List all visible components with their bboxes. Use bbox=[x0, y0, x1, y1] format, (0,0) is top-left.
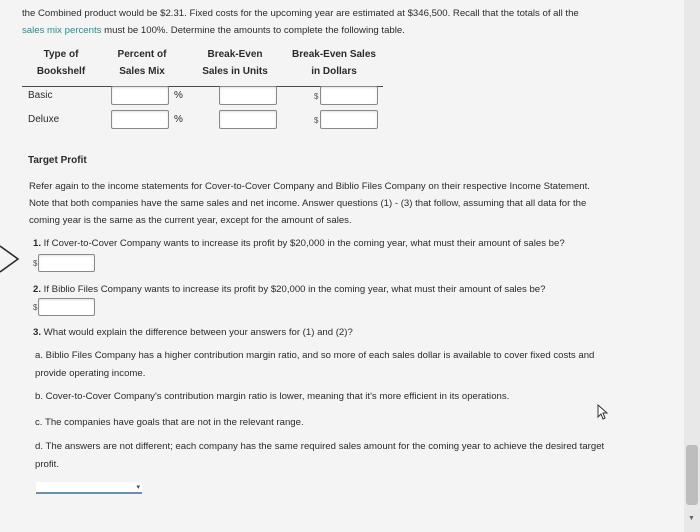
question-1-text: If Cover-to-Cover Company wants to increase its profit by $20,000 in the coming year, what must their amount of sales be? bbox=[41, 238, 565, 249]
option-c: c. The companies have goals that are not in the relevant range. bbox=[35, 417, 304, 428]
section-title-target-profit: Target Profit bbox=[28, 155, 87, 166]
row-label-basic: Basic bbox=[28, 90, 53, 101]
header-units-line1: Break-Even bbox=[207, 49, 263, 60]
row-label-deluxe: Deluxe bbox=[28, 114, 60, 125]
question-2-number: 2. bbox=[33, 284, 42, 295]
scrollbar-thumb[interactable] bbox=[686, 445, 698, 505]
q1-sales-input[interactable] bbox=[38, 254, 95, 272]
intro-line-1: the Combined product would be $2.31. Fixed costs for the upcoming year are estimated at $346,500. Recall that the totals of all the bbox=[22, 8, 579, 19]
instructions-line-3: coming year is the same as the current year, except for the amount of sales. bbox=[29, 215, 352, 226]
header-dollars-line2: in Dollars bbox=[311, 66, 357, 77]
instructions-line-2: Note that both companies have the same sales and net income. Answer questions (1) - (3) that follow, assuming that all data for the bbox=[29, 198, 587, 209]
instructions-line-1: Refer again to the income statements for Cover-to-Cover Company and Biblio Files Company on their respective Income Statement. bbox=[29, 181, 590, 192]
header-break-even-dollars bbox=[284, 46, 384, 80]
header-units-line2: Sales in Units bbox=[202, 66, 268, 77]
option-d-line-1: d. The answers are not different; each company has the same required sales amount for the coming year to achieve the desired target bbox=[35, 441, 605, 452]
option-d bbox=[35, 438, 675, 474]
question-2-text: If Biblio Files Company wants to increase its profit by $20,000 in the coming year, what must their amount of sales be? bbox=[41, 284, 546, 295]
answer-select[interactable] bbox=[36, 482, 142, 494]
header-type-line1: Type of bbox=[43, 49, 79, 60]
dollar-sign: $ bbox=[33, 259, 38, 268]
deluxe-break-even-units-input[interactable] bbox=[219, 110, 277, 129]
triangle-down-icon[interactable]: ▼ bbox=[688, 515, 695, 522]
question-3 bbox=[33, 327, 673, 338]
option-a-line-1: a. Biblio Files Company has a higher contribution margin ratio, and so more of each sales dollar is available to cover fixed costs and bbox=[35, 350, 595, 361]
cursor-icon bbox=[597, 404, 609, 420]
intro-line-2 bbox=[22, 22, 682, 39]
basic-break-even-dollars-input[interactable] bbox=[320, 86, 378, 105]
option-b: b. Cover-to-Cover Company's contribution margin ratio is lower, meaning that it's more efficient in its operations. bbox=[35, 391, 510, 402]
option-d-line-2: profit. bbox=[35, 459, 59, 470]
question-1-number: 1. bbox=[33, 238, 42, 249]
question-3-number: 3. bbox=[33, 327, 42, 338]
header-pct-line2: Sales Mix bbox=[119, 66, 165, 77]
question-3-text: What would explain the difference between your answers for (1) and (2)? bbox=[41, 327, 353, 338]
header-type-line2: Bookshelf bbox=[36, 66, 86, 77]
dollar-sign: $ bbox=[314, 116, 319, 125]
percent-sign: % bbox=[174, 114, 183, 125]
sales-mix-highlight: sales mix percents bbox=[22, 25, 102, 36]
basic-break-even-units-input[interactable] bbox=[219, 86, 277, 105]
header-break-even-units bbox=[193, 46, 277, 80]
target-profit-instructions bbox=[29, 178, 674, 229]
header-pct-line1: Percent of bbox=[117, 49, 167, 60]
dollar-sign: $ bbox=[314, 92, 319, 101]
header-dollars-line1: Break-Even Sales bbox=[292, 49, 376, 60]
option-a-line-2: provide operating income. bbox=[35, 368, 146, 379]
header-percent-sales-mix bbox=[106, 46, 178, 80]
basic-sales-mix-input[interactable] bbox=[111, 86, 169, 105]
chevron-down-icon: ▾ bbox=[136, 484, 140, 491]
option-a bbox=[35, 347, 675, 383]
question-2 bbox=[33, 284, 673, 295]
q2-sales-input[interactable] bbox=[38, 298, 95, 316]
question-1 bbox=[33, 238, 673, 249]
deluxe-break-even-dollars-input[interactable] bbox=[320, 110, 378, 129]
chevron-right-icon bbox=[0, 244, 22, 274]
deluxe-sales-mix-input[interactable] bbox=[111, 110, 169, 129]
dollar-sign: $ bbox=[33, 303, 38, 312]
intro-text bbox=[22, 5, 682, 39]
intro-line-2-rest: must be 100%. Determine the amounts to complete the following table. bbox=[101, 25, 405, 36]
percent-sign: % bbox=[174, 90, 183, 101]
header-type-of-bookshelf bbox=[28, 46, 94, 80]
